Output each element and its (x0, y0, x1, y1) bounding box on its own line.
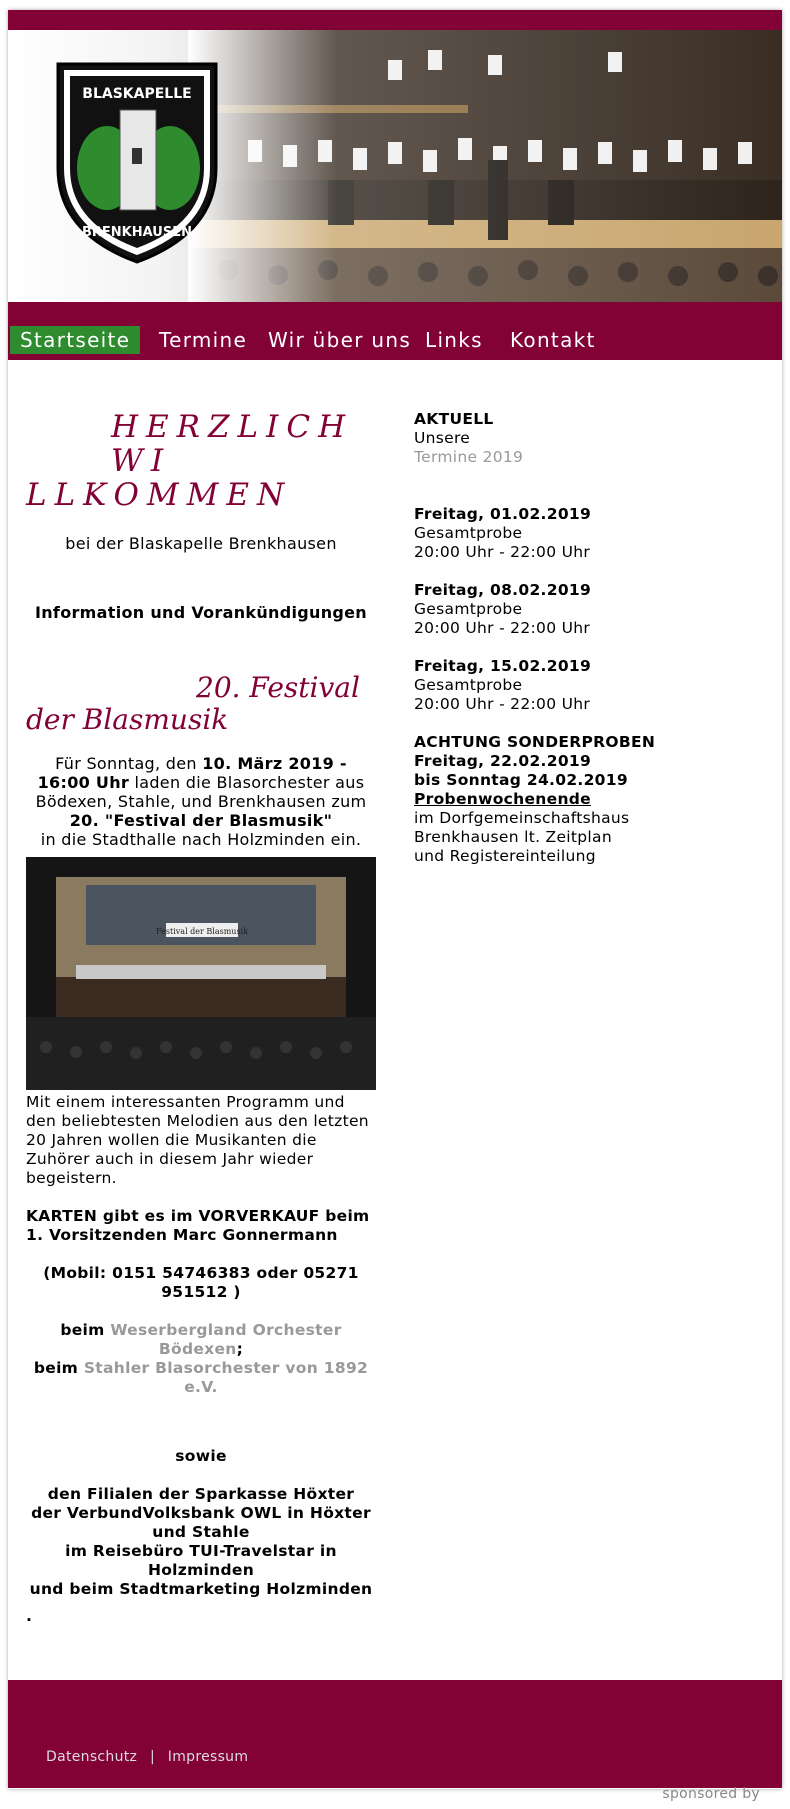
event-title: Gesamtprobe (414, 676, 523, 694)
nav-wir-ueber-uns[interactable]: Wir über uns (268, 328, 412, 352)
event-date: Freitag, 15.02.2019 (414, 657, 592, 675)
intro-pre: Für Sonntag, den (55, 754, 203, 773)
datenschutz-link[interactable]: Datenschutz (46, 1749, 138, 1765)
intro-event: 20. "Festival der Blasmusik" (69, 811, 333, 830)
welcome-line-2: LLKOMMEN (26, 477, 293, 513)
orchestra-photo (188, 30, 782, 302)
beim-line-2 (26, 1359, 376, 1397)
termine-link[interactable]: Termine 2019 (414, 448, 524, 466)
intro-date: 10. März 2019 - 16:00 Uhr (37, 754, 347, 792)
sonder-to: bis Sonntag 24.02.2019 (414, 771, 628, 789)
impressum-link[interactable]: Impressum (167, 1749, 249, 1765)
filialen-1: den Filialen der Sparkasse Höxter (47, 1485, 355, 1503)
trailing-dot: . (26, 1607, 33, 1625)
nav-termine[interactable]: Termine (159, 328, 248, 352)
festival-intro (26, 754, 376, 849)
tickets-text: KARTEN gibt es im VORVERKAUF beim 1. Vorsitzenden Marc Gonnermann (26, 1207, 370, 1244)
header-banner (8, 30, 782, 302)
intro-mid: laden die Blasorchester aus Bödexen, Stahle, und Brenkhausen zum (35, 773, 367, 811)
event-1 (414, 505, 754, 562)
blaskapelle-logo (52, 58, 222, 268)
hall-image (26, 857, 376, 1090)
sonder-line-1: im Dorfgemeinschaftshaus (414, 809, 630, 827)
mobile-text: (Mobil: 0151 54746383 oder 05271 951512 ) (43, 1264, 359, 1301)
main-content-lower (26, 1093, 376, 1626)
link-stahler[interactable]: Stahler Blasorchester von 1892 e.V. (83, 1359, 369, 1396)
footer-separator: | (149, 1749, 156, 1765)
event-3 (414, 657, 754, 714)
event-title: Gesamtprobe (414, 600, 523, 618)
footer-links (46, 1749, 248, 1765)
event-date: Freitag, 01.02.2019 (414, 505, 592, 523)
page-container (8, 10, 782, 1789)
filialen-list (26, 1485, 376, 1599)
filialen-4: und beim Stadtmarketing Holzminden (29, 1580, 373, 1598)
festival-line-1: 20. Festival (196, 671, 360, 704)
top-bar (8, 10, 782, 30)
filialen-3: im Reisebüro TUI-Travelstar in Holzminden (65, 1542, 337, 1579)
unsere-text: Unsere (414, 429, 471, 447)
sowie-text: sowie (175, 1447, 227, 1465)
event-time: 20:00 Uhr - 22:00 Uhr (414, 543, 591, 561)
link-weserbergland[interactable]: Weserbergland Orchester Bödexen (110, 1321, 342, 1358)
sonder-line-2: Brenkhausen lt. Zeitplan (414, 828, 612, 846)
logo-text-top: BLASKAPELLE (82, 86, 192, 102)
sonder-title: Probenwochenende (414, 790, 591, 808)
event-2 (414, 581, 754, 638)
welcome-subtitle: bei der Blaskapelle Brenkhausen (65, 534, 337, 553)
nav-links[interactable]: Links (425, 328, 483, 352)
sonderproben (414, 733, 754, 866)
photo-banner-text: Festival der Blasmusik (156, 927, 248, 936)
festival-photo (26, 857, 376, 1090)
sidebar-aktuell (414, 410, 754, 866)
beim1-prefix: beim (60, 1321, 111, 1339)
main-nav (8, 302, 782, 360)
intro-post: in die Stadthalle nach Holzminden ein. (40, 830, 362, 849)
info-heading: Information und Vorankündigungen (34, 603, 367, 622)
program-text: Mit einem interessanten Programm und den beliebtesten Melodien aus den letzten 20 Jahren wollen die Musikanten die Zuhörer auch in diesem Jahr wieder begeistern. (26, 1093, 369, 1187)
beim1-suffix: ; (236, 1340, 244, 1358)
sonder-from: Freitag, 22.02.2019 (414, 752, 592, 770)
event-date: Freitag, 08.02.2019 (414, 581, 592, 599)
welcome-line-1: HERZLICH WI (111, 409, 354, 479)
nav-startseite[interactable]: Startseite (10, 326, 140, 354)
nav-kontakt[interactable]: Kontakt (510, 328, 596, 352)
sonder-heading: ACHTUNG SONDERPROBEN (414, 733, 656, 751)
filialen-2: der VerbundVolksbank OWL in Höxter und Stahle (31, 1504, 371, 1541)
event-time: 20:00 Uhr - 22:00 Uhr (414, 619, 591, 637)
footer (8, 1680, 782, 1788)
festival-line-2: der Blasmusik (26, 703, 229, 736)
event-title: Gesamtprobe (414, 524, 523, 542)
beim-line-1 (26, 1321, 376, 1359)
main-content (26, 410, 376, 849)
welcome-heading (26, 410, 376, 512)
event-time: 20:00 Uhr - 22:00 Uhr (414, 695, 591, 713)
festival-heading (26, 672, 376, 736)
sponsored-by: sponsored by (662, 1786, 760, 1802)
beim2-prefix: beim (33, 1359, 84, 1377)
logo-text-bottom: BRENKHAUSEN (82, 225, 192, 240)
aktuell-heading: AKTUELL (414, 410, 494, 428)
sonder-line-3: und Registereinteilung (414, 847, 596, 865)
